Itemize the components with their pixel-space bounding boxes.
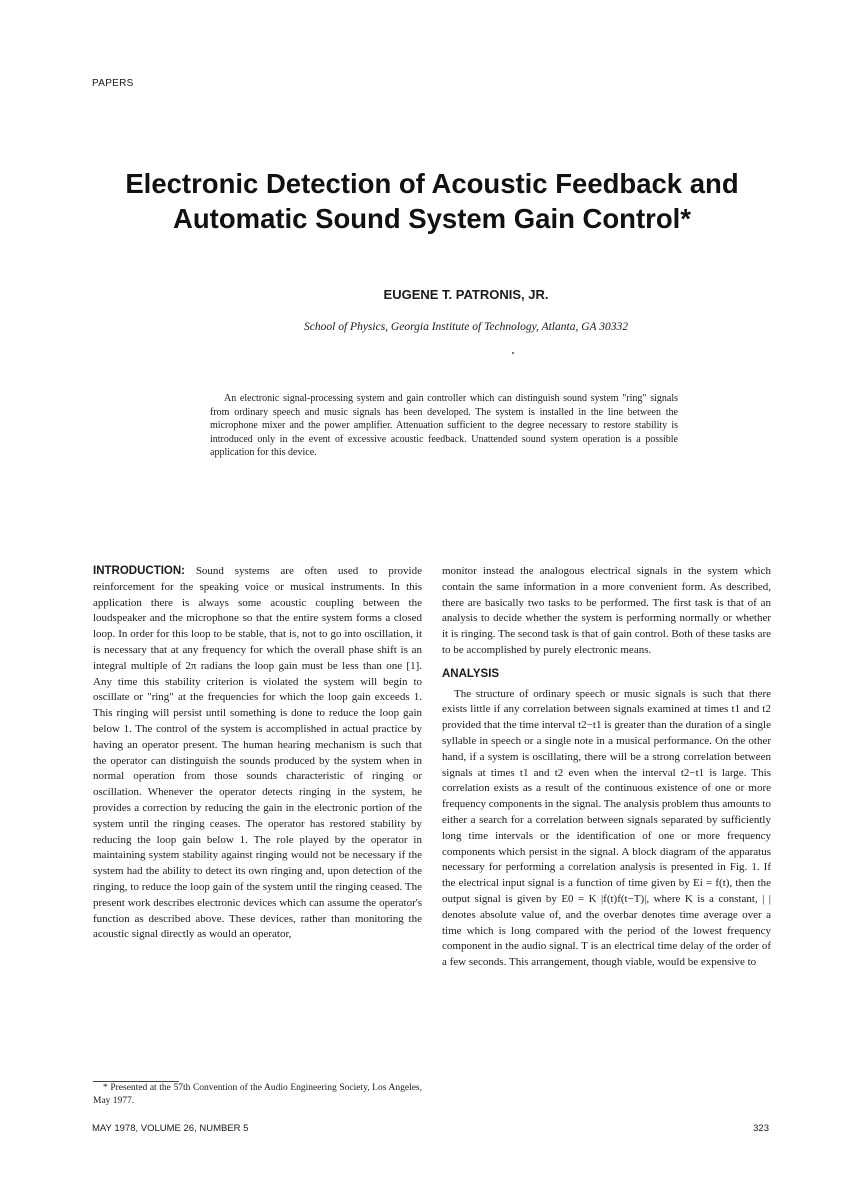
scan-speck [512, 352, 514, 354]
journal-issue: MAY 1978, VOLUME 26, NUMBER 5 [92, 1123, 249, 1134]
introduction-paragraph [93, 564, 422, 943]
analysis-heading: ANALYSIS [442, 667, 500, 680]
page-number: 323 [753, 1123, 769, 1134]
introduction-continued: monitor instead the analogous electrical signals in the system which contain the same information in a more convenient form. As described, there are basically two tasks to be performed. The first task is that of an analysis to decide whether the system is performing normally or whether it is ringing. The second task is that of gain control. Both of these tasks are to be accomplished by purely electronic means. [442, 565, 771, 656]
section-label: PAPERS [92, 78, 134, 89]
footnote: * Presented at the 57th Convention of the Audio Engineering Society, Los Angeles, May 1977. [93, 1083, 422, 1106]
left-column [93, 564, 422, 943]
article-title: Electronic Detection of Acoustic Feedback and Automatic Sound System Gain Control* [125, 168, 739, 234]
introduction-text: Sound systems are often used to provide reinforcement for the speaking voice or musical instruments. In this application there is always some acoustic coupling between the loudspeaker and the microphone so that the entire system forms a closed loop. In order for this loop to be stable, that is, not to go into oscillation, it is necessary that at any frequency for which the overall phase shift is an integral multiple of 2π radians the loop gain must be less than one [1]. Any time this stability criterion is violated the system will begin to oscillate or "ring" at the frequencies for which the loop gain exceeds 1. This ringing will persist until something is done to reduce the loop gain below 1. The control of the system is accomplished in actual practice by having an operator present. The human hearing mechanism is such that the operator can distinguish the sounds produced by the system when in normal operation from those sounds characteristic of ringing or oscillation. Whenever the operator detects ringing in the system, he provides a correction by reducing the gain in the electronic portion of the system until the ringing ceases. The operator has restored stability by reducing the loop gain below 1. The role played by the operator in maintaining system stability against ringing would not be necessary if the system had the ability to detect its own ringing and, upon detection of the ringing, to reduce the loop gain of the system until the ringing ceased. The present work describes electronic devices which can assume the operator's function as described above. These devices, rather than monitoring the acoustic signal directly as would an operator, [93, 565, 422, 941]
analysis-paragraph: The structure of ordinary speech or music signals is such that there exists little if any correlation between signals examined at times t1 and t2 provided that the time interval t2−t1 is greater than the duration of a single syllable in speech or a single note in a musical performance. On the other hand, if a system is oscillating, there will be a strong correlation between signals at times t1 and t2 even when the interval t2−t1 is large. This correlation exists as a result of the continuous existence of one or more frequency components in the signal. The analysis problem thus amounts to either a search for a correlation between signals separated by sufficiently long time intervals or the identification of one or more frequency components which persist in the signal. A block diagram of the apparatus necessary for performing a correlation analysis is presented in Fig. 1. If the electrical input signal is a function of time given by Ei = f(t), then the output signal is given by E0 = K |f(t)f(t−T)|, where K is a constant, | | denotes absolute value of, and the overbar denotes time average over a time which is long compared with the period of the lowest frequency component in the audio signal. T is an electrical time delay of the order of a few seconds. This arrangement, though viable, would be expensive to [442, 687, 771, 969]
introduction-heading: INTRODUCTION: [93, 565, 185, 577]
abstract: An electronic signal-processing system and gain controller which can distinguish sound system "ring" signals from ordinary speech and music signals has been developed. The system is installed in the line between the microphone mixer and the power amplifier. Attenuation sufficient to the degree necessary to restore stability is introduced only in the event of excessive acoustic feedback. Unattended sound system operation is a possible application for this device. [210, 393, 678, 459]
author-affiliation: School of Physics, Georgia Institute of Technology, Atlanta, GA 30332 [304, 321, 628, 333]
author-name: EUGENE T. PATRONIS, JR. [383, 287, 549, 302]
right-column [442, 564, 771, 971]
